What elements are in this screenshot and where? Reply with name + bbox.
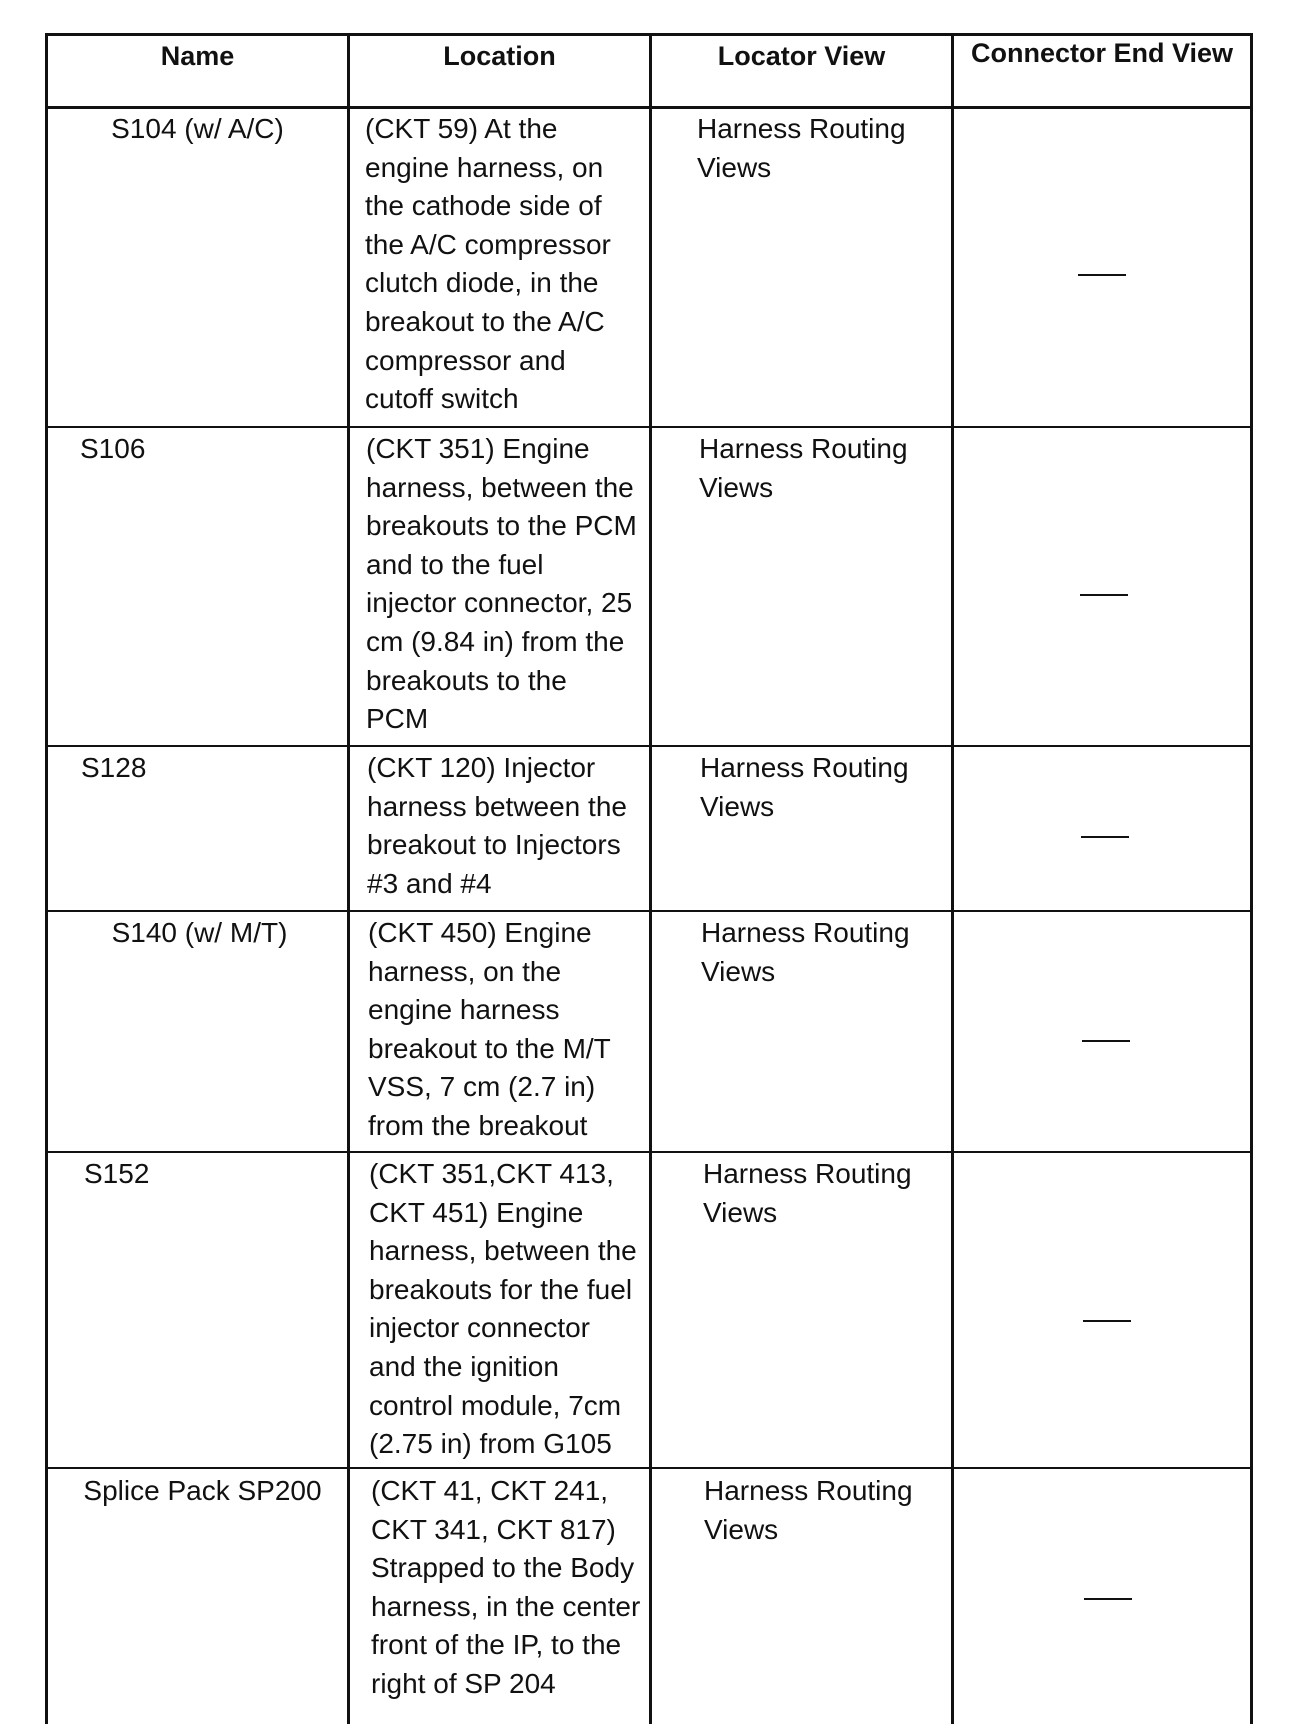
row-1-locator-view: Harness Routing Views [697,113,906,183]
table-border-right [1250,33,1253,1724]
header-divider [45,106,1253,109]
row-4-locator-view: Harness Routing Views [701,917,910,987]
row-2-locator-view: Harness Routing Views [699,433,908,503]
row-3-name: S128 [81,752,147,783]
row-6-connector-dash [1084,1598,1132,1600]
row-divider-5 [45,1467,1253,1469]
header-name: Name [160,41,235,71]
row-4-name: S140 (w/ M/T) [111,917,288,948]
column-divider-3 [951,36,954,1724]
row-1-location: (CKT 59) At the engine harness, on the cathode side of the A/C compressor clutch diode, in the breakout to the A/C compressor and cutoff switch [365,113,611,415]
row-5-location: (CKT 351,CKT 413, CKT 451) Engine harness, between the breakouts for the fuel injector connector and the ignition control module, 7cm (2.75 in) from G105 [369,1158,637,1460]
row-4-connector-dash [1082,1040,1130,1042]
row-2-location: (CKT 351) Engine harness, between the breakouts to the PCM and to the fuel injector connector, 25 cm (9.84 in) from the breakouts to the PCM [366,433,637,735]
row-1-name: S104 (w/ A/C) [111,113,284,144]
row-2-connector-dash [1080,594,1128,596]
row-4-location: (CKT 450) Engine harness, on the engine harness breakout to the M/T VSS, 7 cm (2.7 in) from the breakout [368,917,611,1141]
row-2-name: S106 [80,433,146,464]
row-5-name: S152 [84,1158,150,1189]
header-location: Location [443,41,556,71]
row-divider-3 [45,910,1253,912]
row-3-locator-view: Harness Routing Views [700,752,909,822]
row-6-name: Splice Pack SP200 [83,1475,322,1506]
header-locator-view: Locator View [717,41,886,71]
row-divider-1 [45,426,1253,428]
column-divider-1 [347,36,350,1724]
row-divider-4 [45,1151,1253,1153]
row-6-locator-view: Harness Routing Views [704,1475,913,1545]
row-3-connector-dash [1081,836,1129,838]
row-3-location: (CKT 120) Injector harness between the breakout to Injectors #3 and #4 [367,752,627,899]
row-5-locator-view: Harness Routing Views [703,1158,912,1228]
row-divider-2 [45,745,1253,747]
table-border-left [45,33,48,1724]
header-connector-end-view: Connector End View [970,38,1234,68]
table-border-top [45,33,1253,36]
row-5-connector-dash [1083,1320,1131,1322]
column-divider-2 [649,36,652,1724]
row-6-location: (CKT 41, CKT 241, CKT 341, CKT 817) Strapped to the Body harness, in the center front of the IP, to the right of SP 204 [371,1475,641,1699]
row-1-connector-dash [1078,274,1126,276]
